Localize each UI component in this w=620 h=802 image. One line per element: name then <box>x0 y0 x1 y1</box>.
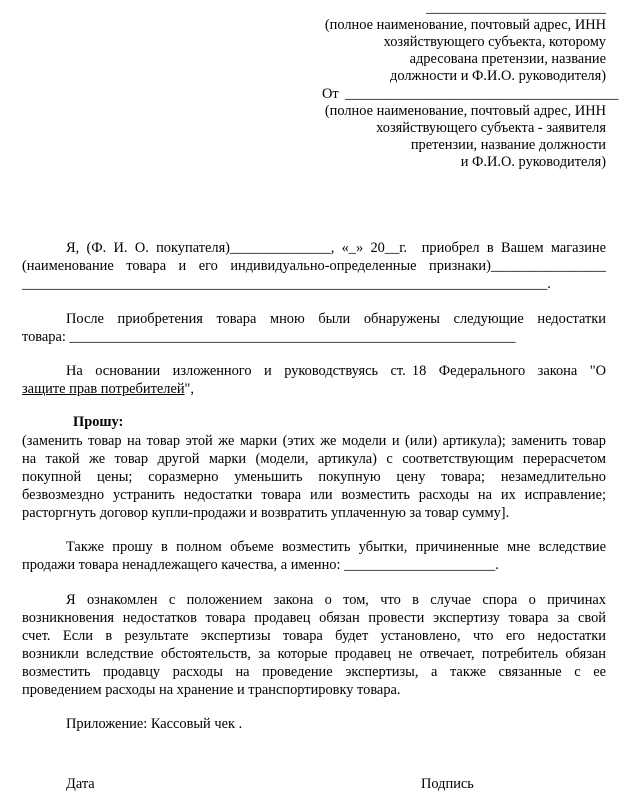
sender-caption-line: претензии, название должности <box>410 137 606 153</box>
date-label: Дата <box>66 776 95 792</box>
law-reference-line <box>22 381 194 398</box>
expertise-paragraph-line: Я ознакомлен с положением закона о том, что в случае спора о причинах <box>66 592 606 608</box>
addressee-blank-line: _________________________ <box>426 0 606 16</box>
addressee-caption-line: хозяйствующего субъекта, которому <box>383 34 606 50</box>
purchase-paragraph-line: Я, (Ф. И. О. покупателя)______________, «_» 20__г. приобрел в Вашем магазине <box>66 240 606 256</box>
purchase-paragraph-line: (наименование товара и его индивидуально-определенные признаки)________________ <box>22 258 606 274</box>
consumer-rights-law-link[interactable]: защите прав потребителей <box>22 381 185 397</box>
expertise-paragraph-line: счет. Если в результате экспертизы товара будет установлено, что его недостатки <box>22 628 606 644</box>
request-heading: Прошу: <box>73 414 124 430</box>
sender-prefix: От <box>322 86 339 102</box>
request-line: расторгнуть договор купли-продажи и возвратить уплаченную за товар сумму]. <box>22 505 510 521</box>
addressee-caption-line: (полное наименование, почтовый адрес, ИНН <box>324 17 606 33</box>
damages-paragraph-line: продажи товара ненадлежащего качества, а именно: _____________________. <box>22 557 499 573</box>
expertise-paragraph-line: проведением расходы на хранение и транспортировку товара. <box>22 682 401 698</box>
sender-blank-line: ______________________________________ <box>345 86 619 102</box>
expertise-paragraph-line: возникли вследствие обстоятельств, за которые продавец не отвечает, потребитель обязан <box>22 646 606 662</box>
request-line: безвозмездно устранить недостатки товара или возместить расходы на их исправление; <box>22 487 606 503</box>
request-line: покупной цены; соразмерно уменьшить покупную цену товара; незамедлительно <box>22 469 606 485</box>
law-reference-line: На основании изложенного и руководствуясь ст. 18 Федерального закона "О <box>66 363 606 379</box>
purchase-paragraph-line: _________________________________________________________________________. <box>22 276 551 292</box>
damages-paragraph-line: Также прошу в полном объеме возместить убытки, причиненные мне вследствие <box>66 539 606 555</box>
addressee-caption-line: адресована претензии, название <box>409 51 606 67</box>
addressee-caption-line: должности и Ф.И.О. руководителя) <box>390 68 606 84</box>
request-line: (заменить товар на товар этой же марки (этих же модели и (или) артикула); заменить товар <box>22 433 606 449</box>
expertise-paragraph-line: возникновения недостатков товара продавец обязан провести экспертизу товара за свой <box>22 610 606 626</box>
signature-label: Подпись <box>421 776 474 792</box>
sender-caption-line: и Ф.И.О. руководителя) <box>460 154 606 170</box>
attachment-line: Приложение: Кассовый чек . <box>66 716 243 732</box>
expertise-paragraph-line: возместить продавцу расходы на проведение экспертизы, а также связанные с ее <box>22 664 606 680</box>
law-reference-tail: ", <box>184 381 195 397</box>
defects-paragraph-line: товара: ______________________________________________________________ <box>22 329 516 345</box>
sender-caption-line: (полное наименование, почтовый адрес, ИНН <box>324 103 606 119</box>
defects-paragraph-line: После приобретения товара мною были обнаружены следующие недостатки <box>66 311 606 327</box>
sender-caption-line: хозяйствующего субъекта - заявителя <box>376 120 606 136</box>
request-line: на такой же товар другой марки (модели, артикула) с соответствующим перерасчетом <box>22 451 606 467</box>
